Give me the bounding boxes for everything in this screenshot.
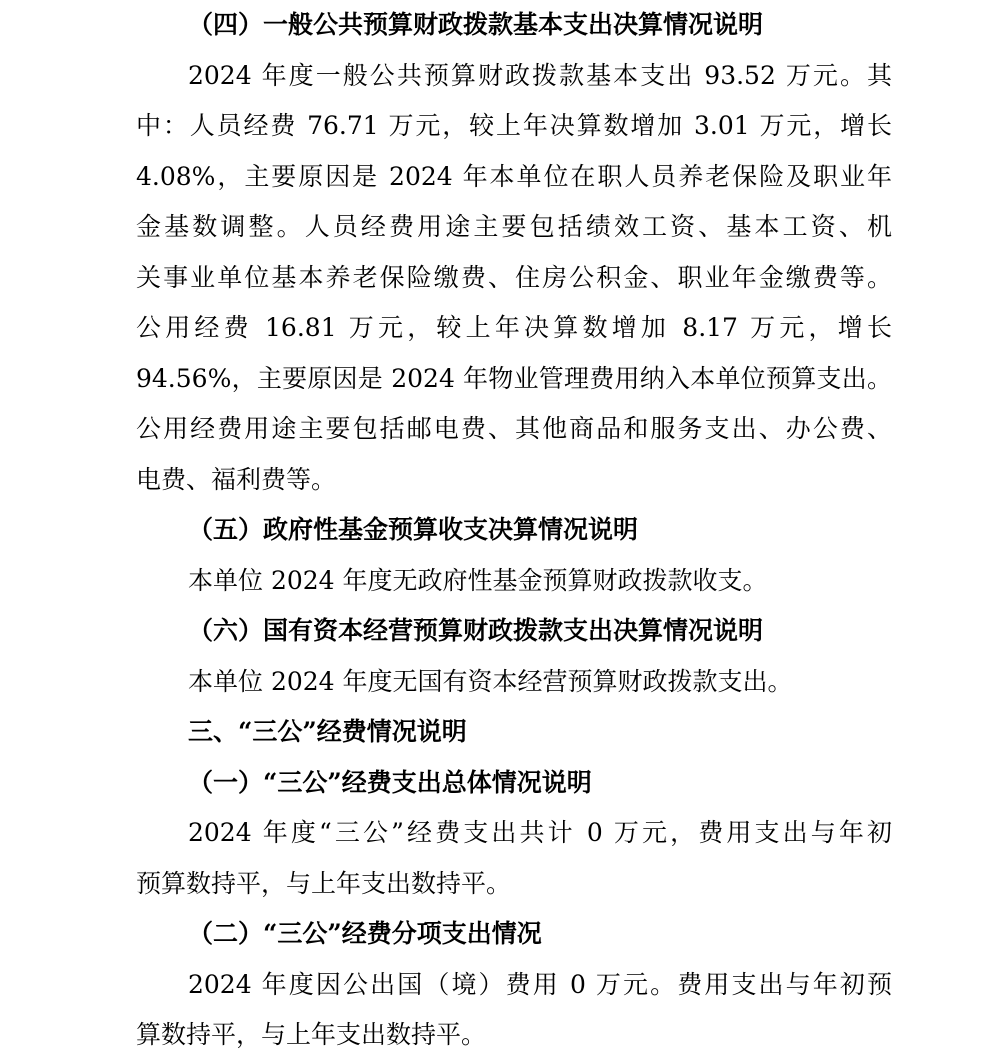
line-04: 4.08%，主要原因是 2024 年本单位在职人员养老保险及职业年 <box>136 161 892 191</box>
line-10: 电费、福利费等。 <box>136 464 337 494</box>
line-16: （一）“三公”经费支出总体情况说明 <box>188 767 592 797</box>
line-08: 94.56%，主要原因是 2024 年物业管理费用纳入本单位预算支出。 <box>136 363 892 393</box>
line-18: 预算数持平，与上年支出数持平。 <box>136 868 512 898</box>
line-19: （二）“三公”经费分项支出情况 <box>188 919 542 948</box>
line-11: （五）政府性基金预算收支决算情况说明 <box>188 515 639 544</box>
line-02: 2024 年度一般公共预算财政拨款基本支出 93.52 万元。其 <box>188 60 892 90</box>
line-17: 2024 年度“三公”经费支出共计 0 万元，费用支出与年初 <box>188 818 892 847</box>
line-21: 算数持平，与上年支出数持平。 <box>136 1020 487 1049</box>
line-03: 中：人员经费 76.71 万元，较上年决算数增加 3.01 万元，增长 <box>136 111 892 140</box>
line-06: 关事业单位基本养老保险缴费、住房公积金、职业年金缴费等。 <box>136 262 892 292</box>
line-15: 三、“三公”经费情况说明 <box>188 717 467 746</box>
line-14: 本单位 2024 年度无国有资本经营预算财政拨款支出。 <box>188 666 793 696</box>
line-20: 2024 年度因公出国（境）费用 0 万元。费用支出与年初预 <box>188 969 892 999</box>
line-12: 本单位 2024 年度无政府性基金预算财政拨款收支。 <box>188 565 768 595</box>
line-07: 公用经费 16.81 万元，较上年决算数增加 8.17 万元，增长 <box>136 313 892 342</box>
line-13: （六）国有资本经营预算财政拨款支出决算情况说明 <box>188 616 764 645</box>
line-05: 金基数调整。人员经费用途主要包括绩效工资、基本工资、机 <box>136 212 892 241</box>
line-01: （四）一般公共预算财政拨款基本支出决算情况说明 <box>188 10 764 39</box>
line-09: 公用经费用途主要包括邮电费、其他商品和服务支出、办公费、 <box>136 414 892 443</box>
